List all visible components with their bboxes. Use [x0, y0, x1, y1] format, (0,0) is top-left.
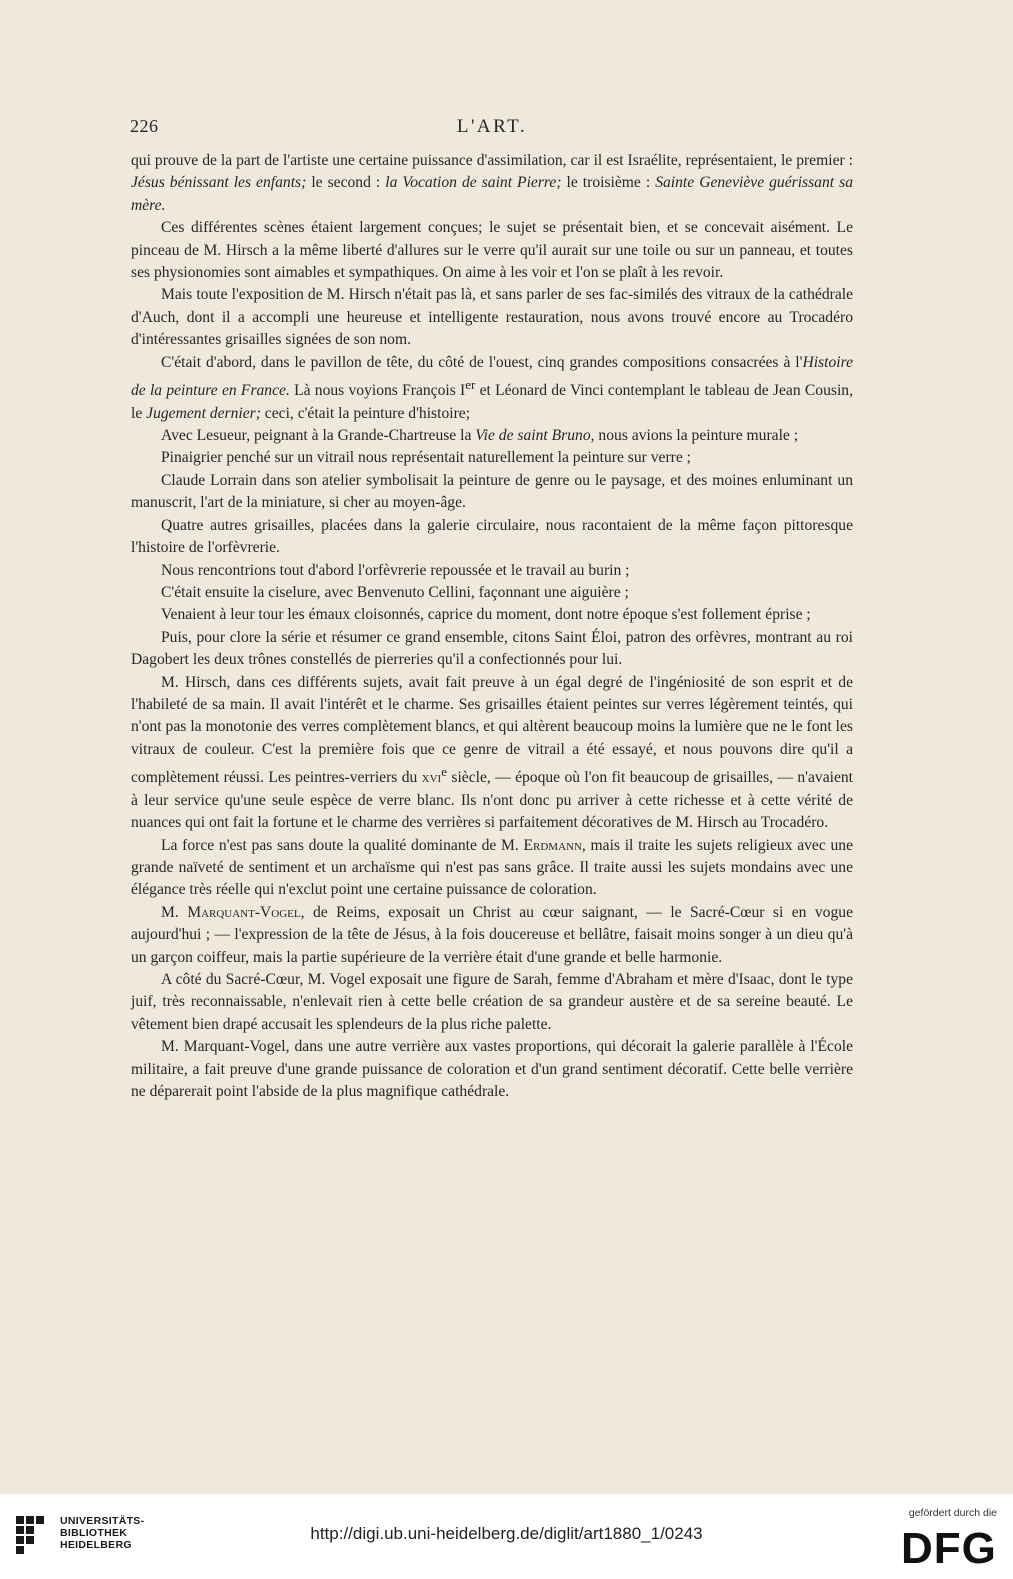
- body-paragraph: Nous rencontrions tout d'abord l'orfèvrerie repoussée et le travail au burin ;: [161, 561, 630, 579]
- body-paragraph: La force n'est pas sans doute la qualité dominante de M. Erdmann, mais il traite les sujets religieux avec une grande naïveté de sentiment et un archaïsme qui n'est pas sans grâce. Il traite aussi les sujets mondains avec une élégance très réelle qui n'exclut point une certaine puissance de coloration.: [131, 836, 853, 899]
- running-title: L'ART.: [456, 116, 528, 137]
- article-body: [131, 150, 853, 1103]
- library-name-line: UNIVERSITÄTS-: [60, 1515, 145, 1527]
- body-paragraph: C'était d'abord, dans le pavillon de tête, du côté de l'ouest, cinq grandes compositions consacrées à l'Histoire de la peinture en France. Là nous voyions François Ier et Léonard de Vinci contemplant le tableau de Jean Cousin, le Jugement dernier; ceci, c'était la peinture d'histoire;: [131, 353, 853, 422]
- body-paragraph: qui prouve de la part de l'artiste une certaine puissance d'assimilation, car il est Israélite, représentaient, le premier : Jésus bénissant les enfants; le second : la Vocation de saint Pierre; le troisième : Sainte Geneviève guérissant sa mère.: [131, 152, 853, 214]
- library-name-line: BIBLIOTHEK: [60, 1527, 128, 1539]
- body-paragraph: M. Hirsch, dans ces différents sujets, avait fait preuve à un égal degré de l'ingéniosité de son esprit et de l'habileté de sa main. Il avait l'intérêt et le charme. Ses grisailles étaient peintes sur verres légèrement teintés, qui n'ont pas la monotonie des verres complètement blancs, et qui altèrent beaucoup moins la lumière que ne le font les vitraux de couleur. C'est la première fois que ce genre de vitrail a été essayé, et nous pouvons dire qu'il a complètement réussi. Les peintres-verriers du xvi$^e$ siècle, — époque où l'on fit beaucoup de grisailles, — n'avaient à leur service qu'une seule espèce de verre blanc. Ils n'ont donc pu arriver à cette richesse et à cette vérité de nuances qui ont fait la fortune et le charme des verrières si parfaitement décoratives de M. Hirsch au Trocadéro.: [131, 673, 853, 832]
- small-caps-name: xvi: [421, 769, 442, 787]
- permalink-url[interactable]: http://digi.ub.uni-heidelberg.de/diglit/art1880_1/0243: [310, 1524, 703, 1543]
- body-paragraph: M. Marquant-Vogel, de Reims, exposait un Christ au cœur saignant, — le Sacré-Cœur si en vogue aujourd'hui ; — l'expression de la tête de Jésus, à la fois doucereuse et bellâtre, faisait moins songer à un dieu qu'à un garçon coiffeur, mais la partie supérieure de la verrière était d'une grande et belle harmonie.: [131, 903, 853, 966]
- dfg-logo-text: DFG: [901, 1524, 997, 1569]
- page-number: 226: [130, 116, 159, 136]
- library-name-line: HEIDELBERG: [60, 1539, 132, 1551]
- body-paragraph: Puis, pour clore la série et résumer ce grand ensemble, citons Saint Éloi, patron des orfèvres, montrant au roi Dagobert les deux trônes constellés de pierreries qu'il a confectionnés pour lui.: [131, 628, 853, 669]
- small-caps-name: Marquant-Vogel: [187, 903, 301, 921]
- body-paragraph: M. Marquant-Vogel, dans une autre verrière aux vastes proportions, qui décorait la galerie parallèle à l'École militaire, a fait preuve d'une grande puissance de coloration et d'un grand sentiment décoratif. Cette belle verrière ne déparerait point l'abside de la plus magnifique cathédrale.: [131, 1038, 853, 1101]
- body-paragraph: C'était ensuite la ciselure, avec Benvenuto Cellini, façonnant une aiguière ;: [161, 583, 629, 601]
- body-paragraph: Quatre autres grisailles, placées dans la galerie circulaire, nous racontaient de la même façon pittoresque l'histoire de l'orfèvrerie.: [131, 516, 853, 557]
- italic-title: la Vocation de saint Pierre;: [385, 174, 562, 192]
- italic-title: Sainte Geneviève guérissant sa mère.: [131, 174, 853, 214]
- italic-title: Histoire de la peinture en France.: [131, 353, 853, 400]
- body-paragraph: Ces différentes scènes étaient largement conçues; le sujet se présentait bien, et se concevait aisément. Le pinceau de M. Hirsch a la même liberté d'allures sur le verre qu'il aurait sur une toile ou sur un panneau, et toutes ses physionomies sont aimables et sympathiques. On aime à les voir et l'on se plaît à les revoir.: [131, 219, 853, 282]
- body-paragraph: Pinaigrier penché sur un vitrail nous représentait naturellement la peinture sur verre ;: [161, 449, 691, 467]
- body-paragraph: A côté du Sacré-Cœur, M. Vogel exposait une figure de Sarah, femme d'Abraham et mère d'Isaac, dont le type juif, très reconnaissable, n'enlevait rien à cette belle création de sa grandeur austère et de sa sereine beauté. Le vêtement bien drapé accusait les splendeurs de la plus riche palette.: [131, 971, 853, 1033]
- body-paragraph: Venaient à leur tour les émaux cloisonnés, caprice du moment, dont notre époque s'est follement éprise ;: [161, 606, 811, 624]
- body-paragraph: Claude Lorrain dans son atelier symbolisait la peinture de genre ou le paysage, et des moines enluminant un manuscrit, l'art de la miniature, si cher au moyen-âge.: [131, 471, 853, 512]
- dfg-logo-icon[interactable]: [899, 1523, 997, 1569]
- superscript: er: [465, 377, 476, 393]
- body-paragraph: Avec Lesueur, peignant à la Grande-Chartreuse la Vie de saint Bruno, nous avions la peinture murale ;: [161, 427, 799, 445]
- italic-title: Jésus bénissant les enfants;: [131, 174, 307, 192]
- funding-label: gefördert durch die: [908, 1507, 997, 1519]
- body-paragraph: Mais toute l'exposition de M. Hirsch n'était pas là, et sans parler de ses fac-similés des vitraux de la cathédrale d'Auch, dont il a accompli une heureuse et intelligente restauration, nous avons trouvé encore au Trocadéro d'intéressantes grisailles signées de son nom.: [131, 286, 853, 349]
- running-head: [130, 116, 854, 142]
- small-caps-name: Erdmann: [523, 836, 582, 854]
- digitization-footer: [0, 1494, 1013, 1579]
- italic-title: Vie de saint Bruno,: [475, 427, 595, 445]
- italic-title: Jugement dernier;: [146, 404, 261, 422]
- superscript: e: [441, 764, 448, 780]
